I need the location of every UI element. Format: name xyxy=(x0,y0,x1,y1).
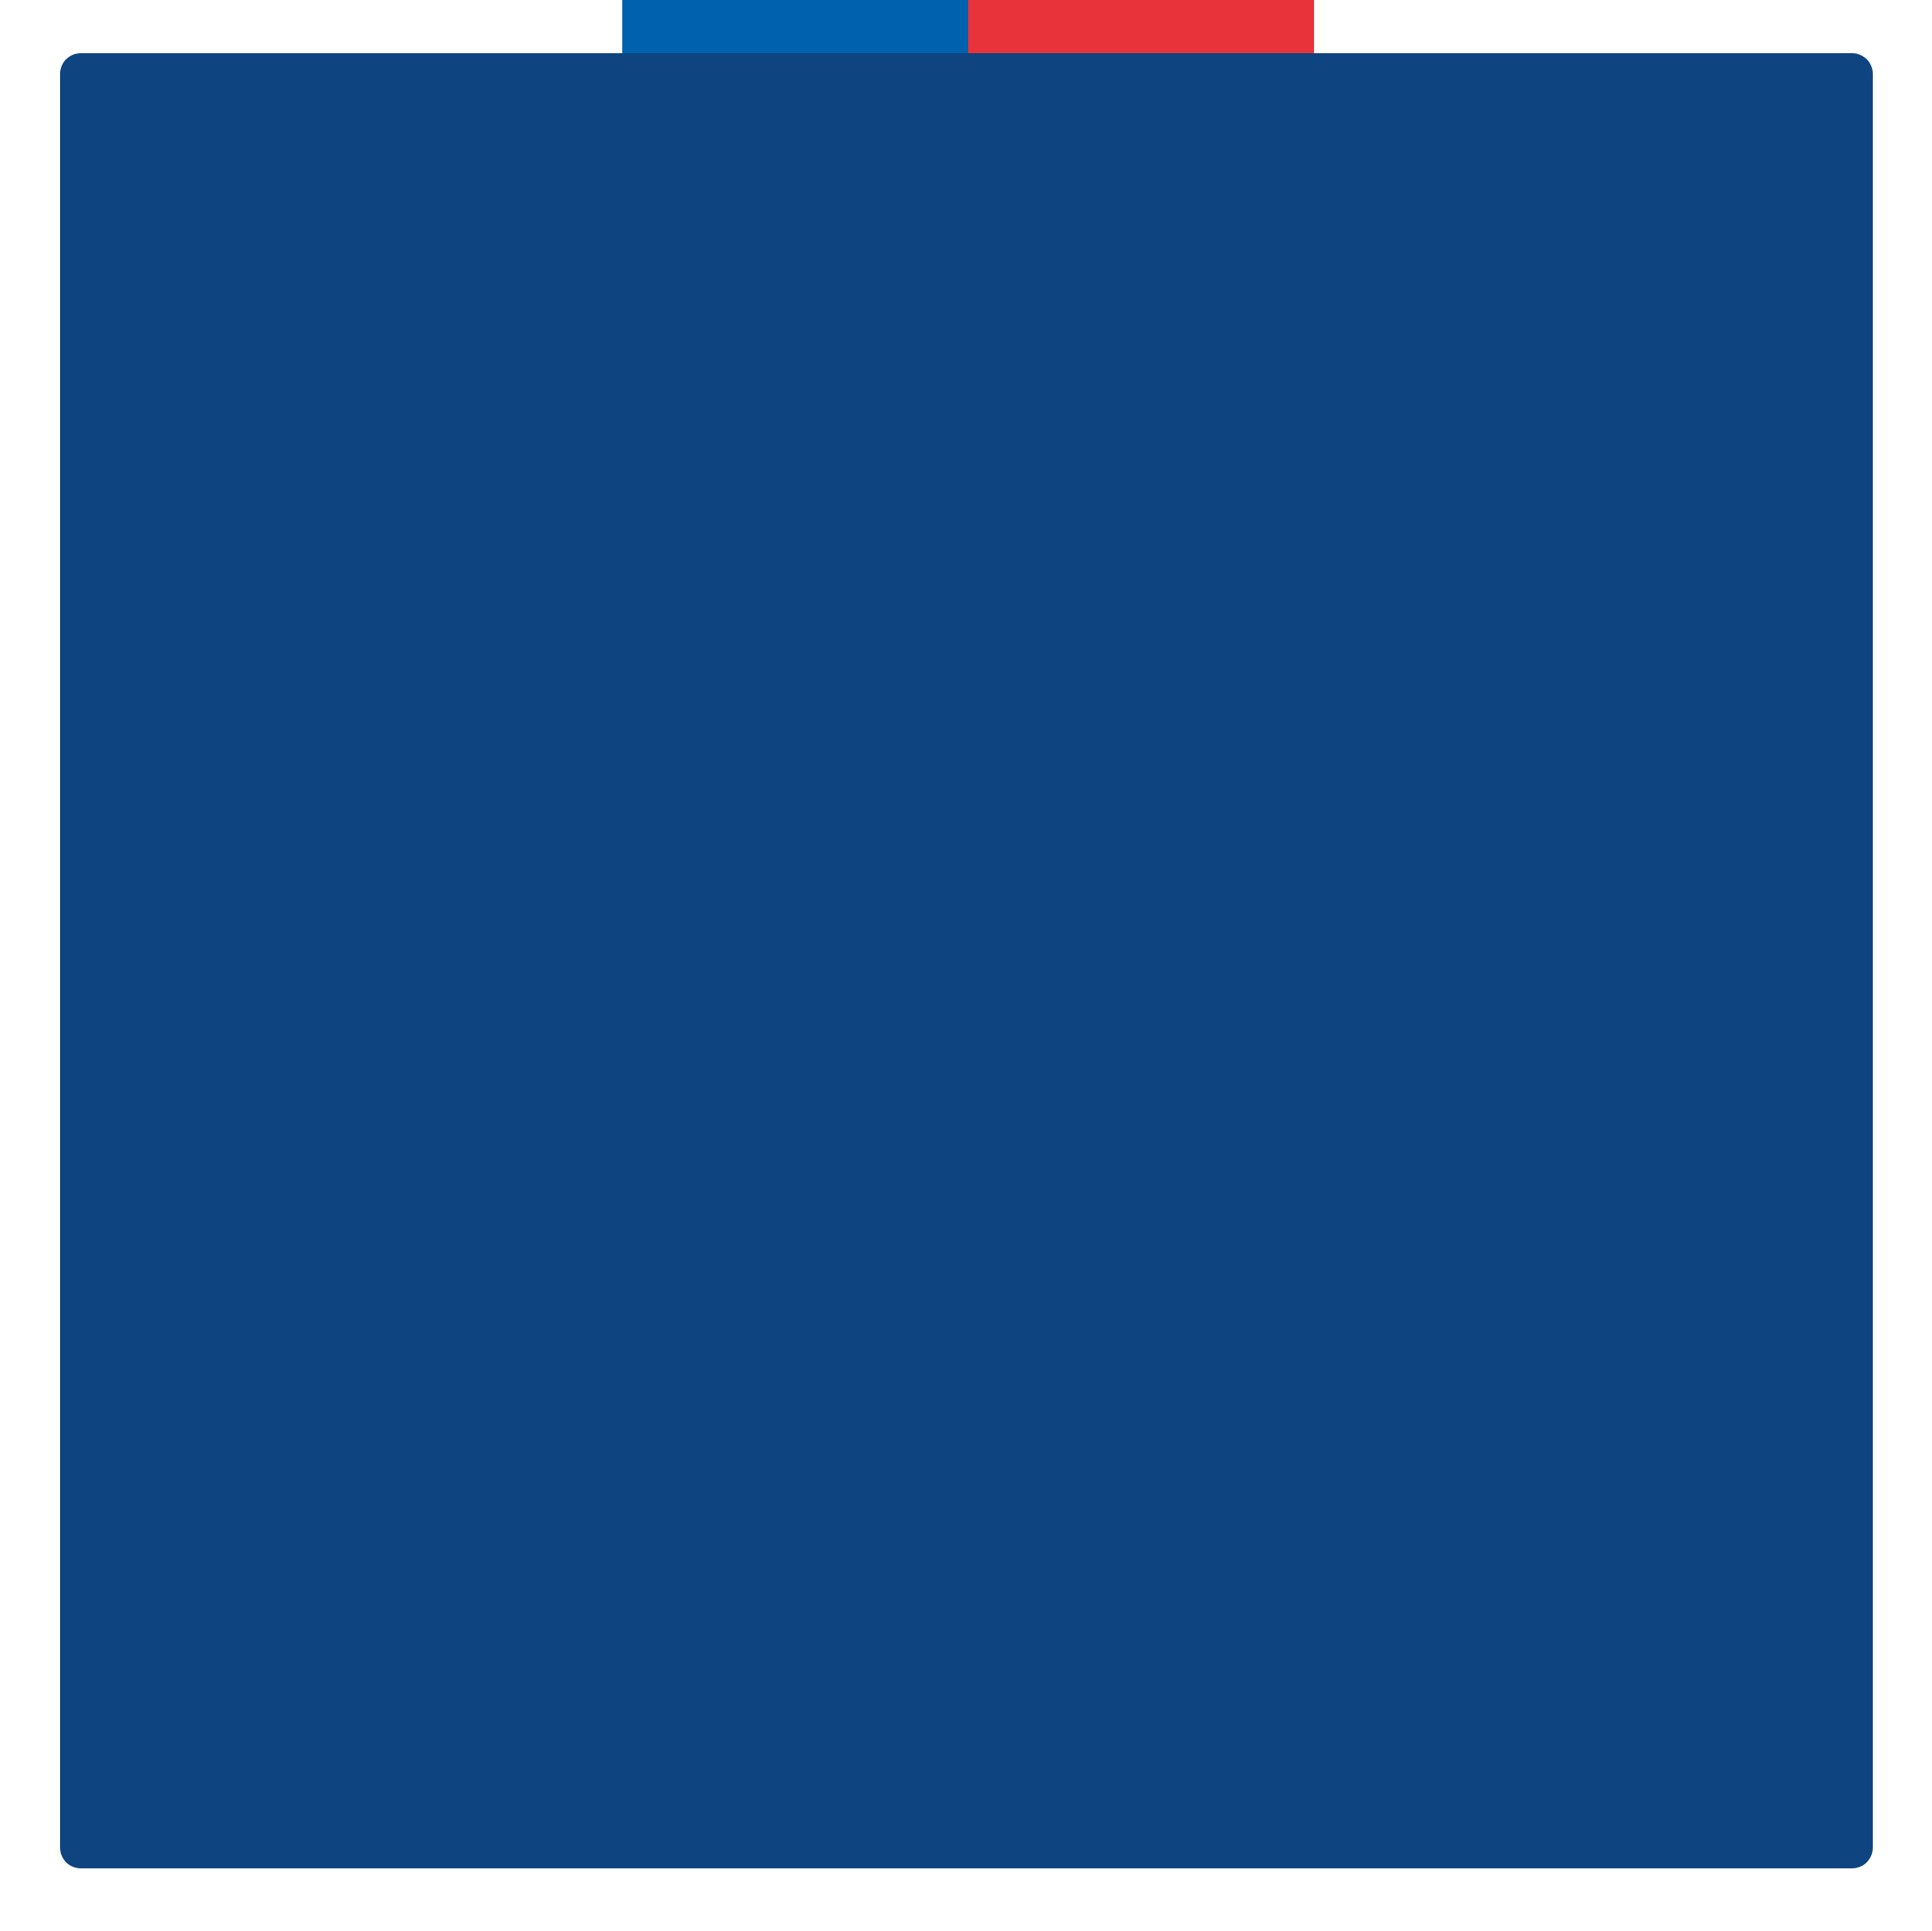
info-card xyxy=(60,53,1873,1868)
